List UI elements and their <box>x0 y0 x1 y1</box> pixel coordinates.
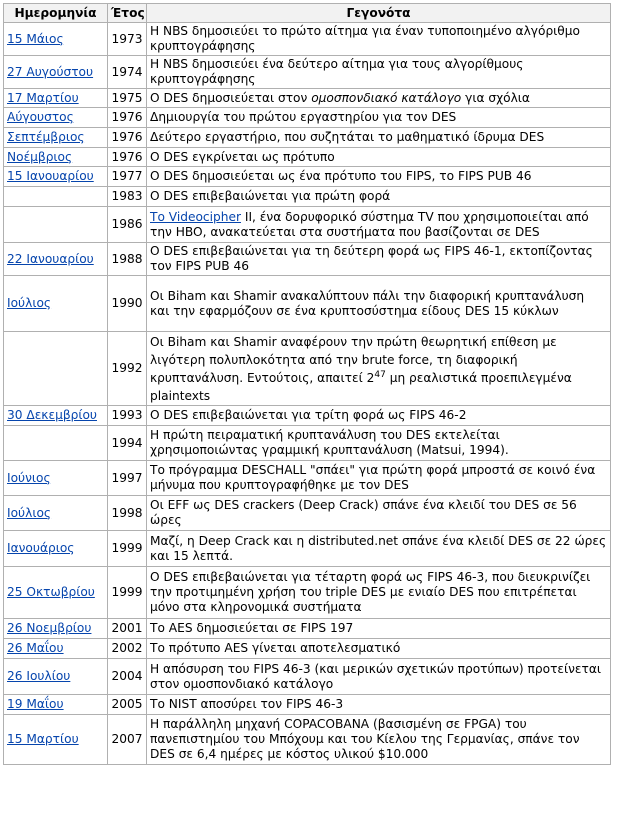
year-cell: 1976 <box>108 148 147 167</box>
date-cell-empty <box>4 187 108 207</box>
year-cell: 1986 <box>108 207 147 243</box>
date-link[interactable]: 26 Νοεμβρίου <box>7 621 92 635</box>
table-row <box>4 715 611 765</box>
event-cell: Το πρότυπο AES γίνεται αποτελεσματικό <box>147 639 611 659</box>
date-link[interactable]: Νοέμβριος <box>7 149 73 164</box>
table-row <box>4 207 611 243</box>
date-link[interactable]: Σεπτέμβριος <box>7 130 85 144</box>
year-cell: 1976 <box>108 108 147 128</box>
table-row <box>4 695 611 715</box>
table-row <box>4 187 611 207</box>
event-cell: Ο DES επιβεβαιώνεται για τρίτη φορά ως FIPS 46-2 <box>147 406 611 426</box>
year-cell: 2001 <box>108 619 147 639</box>
event-cell: Ο DES επιβεβαιώνεται για τέταρτη φορά ως FIPS 46-3, που διευκρινίζει την προτιμημένη χρήση του triple DES με ενιαίο DES που επιτρέπεται μόνο στα κληρονομικά συστήματα <box>147 567 611 619</box>
table-row <box>4 531 611 567</box>
date-link[interactable]: 25 Οκτωβρίου <box>7 585 95 599</box>
year-cell: 1990 <box>108 276 147 332</box>
date-link[interactable]: 30 Δεκεμβρίου <box>7 408 97 422</box>
year-cell: 1999 <box>108 531 147 567</box>
event-cell: Η παράλληλη μηχανή COPACOBANA (βασισμένη σε FPGA) του πανεπιστημίου του Μπόχουμ και του Κίελου της Γερμανίας, σπάνε τον DES σε 6,4 ημέρες με κόστος υλικού $10.000 <box>147 715 611 765</box>
date-link[interactable]: Ιούλιος <box>7 296 52 310</box>
table-row <box>4 243 611 276</box>
event-cell: Οι EFF ως DES crackers (Deep Crack) σπάνε ένα κλειδί του DES σε 56 ώρες <box>147 496 611 531</box>
table-row <box>4 461 611 496</box>
event-cell: Η NBS δημοσιεύει ένα δεύτερο αίτημα για τους αλγορίθμους κρυπτογράφησης <box>147 56 611 89</box>
year-cell: 2005 <box>108 695 147 715</box>
event-cell: Το NIST αποσύρει τον FIPS 46-3 <box>147 695 611 715</box>
table-row <box>4 406 611 426</box>
event-cell: Ο DES επιβεβαιώνεται για πρώτη φορά <box>147 187 611 207</box>
table-row <box>4 89 611 108</box>
table-row <box>4 619 611 639</box>
event-cell: Η απόσυρση του FIPS 46-3 (και μερικών σχετικών προτύπων) προτείνεται στον ομοσπονδιακό κατάλογο <box>147 659 611 695</box>
table-row <box>4 332 611 406</box>
date-link[interactable]: Ιούλιος <box>7 505 52 520</box>
event-cell: Ο DES δημοσιεύεται στον ομοσπονδιακό κατάλογο για σχόλια <box>147 89 611 108</box>
date-link[interactable]: Ιανουάριος <box>7 541 75 555</box>
date-link[interactable]: 27 Αυγούστου <box>7 64 94 79</box>
table-row <box>4 659 611 695</box>
table-row <box>4 276 611 332</box>
header-date: Ημερομηνία <box>4 4 108 23</box>
table-row <box>4 56 611 89</box>
exponent: 47 <box>374 369 386 380</box>
year-cell: 1988 <box>108 243 147 276</box>
event-cell: Ο DES εγκρίνεται ως πρότυπο <box>147 148 611 167</box>
date-cell-empty <box>4 332 108 406</box>
year-cell: 1976 <box>108 128 147 148</box>
year-cell: 1977 <box>108 167 147 187</box>
year-cell: 1983 <box>108 187 147 207</box>
date-cell-empty <box>4 207 108 243</box>
date-link[interactable]: 17 Μαρτίου <box>7 90 79 105</box>
year-cell: 2002 <box>108 639 147 659</box>
event-cell: Η πρώτη πειραματική κρυπτανάλυση του DES εκτελείται χρησιμοποιώντας γραμμική κρυπτανάλυση (Matsui, 1994). <box>147 426 611 461</box>
year-cell: 1974 <box>108 56 147 89</box>
event-cell: Μαζί, η Deep Crack και η distributed.net σπάνε ένα κλειδί DES σε 22 ώρες και 15 λεπτά. <box>147 531 611 567</box>
videocipher-link[interactable]: Το Videocipher <box>150 209 241 224</box>
table-row <box>4 639 611 659</box>
year-cell: 1994 <box>108 426 147 461</box>
date-link[interactable]: 19 Μαΐου <box>7 697 64 711</box>
date-link[interactable]: Ιούνιος <box>7 470 51 485</box>
event-cell: Το πρόγραμμα DESCHALL "σπάει" για πρώτη φορά μπροστά σε κοινό ένα μήνυμα που κρυπτογραφήθηκε με τον DES <box>147 461 611 496</box>
date-link[interactable]: 15 Μάιος <box>7 31 64 46</box>
event-cell: Οι Biham και Shamir αναφέρουν την πρώτη θεωρητική επίθεση με λιγότερη πολυπλοκότητα από την brute force, τη διαφορική κρυπτανάλυση. Εντούτοις, απαιτεί $2^{47}$ μη ρεαλιστικά προεπιλεγμένα plaintexts <box>147 332 611 406</box>
event-cell: Το Videocipher II, ένα δορυφορικό σύστημα TV που χρησιμοποιείται από την HBO, ανακατεύεται στα συστήματα που βασίζονται σε DES <box>147 207 611 243</box>
event-cell: Η NBS δημοσιεύει το πρώτο αίτημα για έναν τυποποιημένο αλγόριθμο κρυπτογράφησης <box>147 23 611 56</box>
year-cell: 2007 <box>108 715 147 765</box>
date-cell-empty <box>4 426 108 461</box>
event-cell: Ο DES επιβεβαιώνεται για τη δεύτερη φορά ως FIPS 46-1, εκτοπίζοντας τον FIPS PUB 46 <box>147 243 611 276</box>
year-cell: 1973 <box>108 23 147 56</box>
event-cell: Το AES δημοσιεύεται σε FIPS 197 <box>147 619 611 639</box>
table-row <box>4 567 611 619</box>
table-row <box>4 128 611 148</box>
table-header-row <box>4 4 611 23</box>
federal-register-italic: ομοσπονδιακό κατάλογο <box>311 90 462 105</box>
year-cell: 1998 <box>108 496 147 531</box>
table-row <box>4 23 611 56</box>
table-row <box>4 108 611 128</box>
year-cell: 1993 <box>108 406 147 426</box>
event-cell: Δημιουργία του πρώτου εργαστηρίου για τον DES <box>147 108 611 128</box>
event-cell: Ο DES δημοσιεύεται ως ένα πρότυπο του FIPS, το FIPS PUB 46 <box>147 167 611 187</box>
des-timeline-table <box>3 3 611 765</box>
date-link[interactable]: 26 Ιουλίου <box>7 669 71 683</box>
date-link[interactable]: 26 Μαΐου <box>7 641 64 655</box>
date-link[interactable]: 15 Μαρτίου <box>7 732 79 746</box>
year-cell: 1975 <box>108 89 147 108</box>
event-cell: Δεύτερο εργαστήριο, που συζητάται το μαθηματικό ίδρυμα DES <box>147 128 611 148</box>
date-link[interactable]: Αύγουστος <box>7 110 74 124</box>
table-row <box>4 426 611 461</box>
header-events: Γεγονότα <box>147 4 611 23</box>
table-row <box>4 496 611 531</box>
table-row <box>4 148 611 167</box>
header-year: Έτος <box>108 4 147 23</box>
date-link[interactable]: 15 Ιανουαρίου <box>7 169 94 183</box>
event-cell: Οι Biham και Shamir ανακαλύπτουν πάλι την διαφορική κρυπτανάλυση και την εφαρμόζουν σε ένα κρυπτοσύστημα είδους DES 15 κύκλων <box>147 276 611 332</box>
year-cell: 1999 <box>108 567 147 619</box>
year-cell: 1997 <box>108 461 147 496</box>
table-row <box>4 167 611 187</box>
year-cell: 2004 <box>108 659 147 695</box>
date-link[interactable]: 22 Ιανουαρίου <box>7 251 94 266</box>
year-cell: 1992 <box>108 332 147 406</box>
